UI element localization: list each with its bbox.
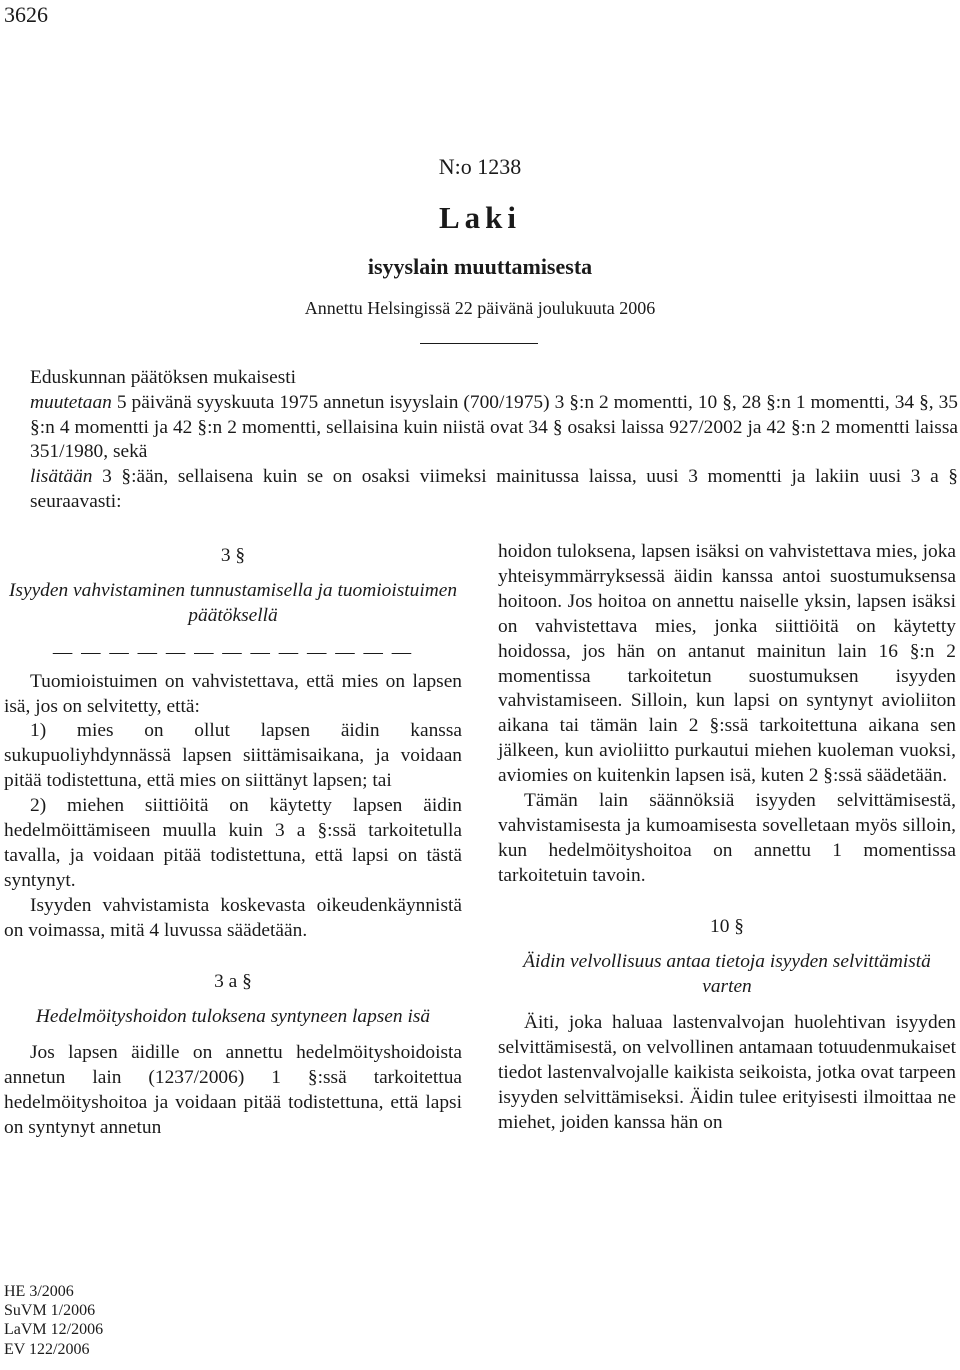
preamble — [30, 366, 958, 515]
reference-line: EV 122/2006 — [4, 1340, 90, 1358]
page-number: 3626 — [4, 2, 48, 27]
add-keyword: lisätään — [30, 466, 93, 488]
statute-number: N:o 1238 — [438, 154, 522, 179]
section-3a-number: 3 a § — [214, 970, 252, 992]
section-3a-continuation: hoidon tuloksena, lapsen isäksi on vahvistettava mies, joka yhteisymmärryksessä äidin kanssa antoi suostumuksensa hoitoon. Jos hoitoa on annettu naiselle yksin, lapsen isäksi on vahvistettava mies, jonka siittiöitä on käytetty hoidossa, jos hän on antanut mainitun lain 16 §:n 2 momentissa tarkoitetun suostumuksen isyyden vahvistamiseen. Silloin, kun lapsi on syntynyt avioliiton aikana tai tämän lain 2 §:ssä tarkoitettuna aikana sen jälkeen, kun avioliitto purkautui miehen kuoleman vuoksi, aviomies on kuitenkin lapsen isä, kuten 2 §:ssä säädetään. — [498, 541, 956, 787]
header-divider — [420, 343, 538, 344]
reference-line: SuVM 1/2006 — [4, 1302, 96, 1320]
section-3-number: 3 § — [220, 545, 246, 566]
section-10-paragraph: Äiti, joka haluaa lastenvalvojan huolehtivan isyyden selvittämisestä, on velvollinen antamaan totuudenmukaiset tiedot lastenvalvojalle kaikista seikoista, jotka ovat tarpeen isyyden selvittämiseksi. Äidin tulee erityisesti ilmoittaa ne miehet, joiden kanssa hän on — [498, 1012, 956, 1134]
section-3-item-2: 2) miehen siittiöitä on käytetty lapsen äidin hedelmöittämiseen muulla kuin 3 a §:ssä tarkoitetulla tavalla, ja voidaan pitää todistettuna, että lapsi on tästä syntynyt. — [4, 795, 462, 891]
section-3a-paragraph-2: Tämän lain säännöksiä isyyden selvittämisestä, vahvistamisesta ja kumoamisesta sovelletaan myös silloin, kun hedelmöityshoitoa on annettu 1 momentissa tarkoitetuin tavoin. — [498, 790, 956, 886]
left-column — [4, 540, 462, 1141]
section-3-paragraph-3: Isyyden vahvistamista koskevasta oikeudenkäynnistä on voimassa, mitä 4 luvussa säädetään. — [4, 894, 462, 941]
section-3-paragraph-1: Tuomioistuimen on vahvistettava, että mies on lapsen isä, jos on selvitetty, että: — [4, 670, 462, 717]
preamble-line: Eduskunnan päätöksen mukaisesti — [30, 367, 297, 388]
section-3-title: Isyyden vahvistaminen tunnustamisella ja tuomioistuimen päätöksellä — [8, 579, 458, 626]
legislative-references — [4, 1282, 103, 1359]
document-type-title: Laki — [438, 200, 522, 235]
given-date-line: Annettu Helsingissä 22 päivänä joulukuuta 2006 — [304, 298, 656, 318]
section-3a-title: Hedelmöityshoidon tuloksena syntyneen lapsen isä — [35, 1005, 431, 1027]
section-10-title: Äidin velvollisuus antaa tietoja isyyden selvittämistä varten — [523, 950, 931, 997]
reference-line: LaVM 12/2006 — [4, 1321, 104, 1339]
section-3-item-1: 1) mies on ollut lapsen äidin kanssa sukupuoliyhdynnässä lapsen siittämisaikana, ja voidaan pitää todistettuna, että mies on siittänyt lapsen; tai — [4, 720, 462, 792]
omission-dashes: — — — — — — — — — — — — — — [52, 641, 414, 663]
addition-clause — [30, 465, 958, 515]
section-10-number: 10 § — [710, 915, 744, 937]
amend-text: 5 päivänä syyskuuta 1975 annetun isyyslain (700/1975) 3 §:n 2 momentti, 10 §, 28 §:n 1 momentti, 34 §, 35 §:n 4 momentti ja 42 §:n 2 momentti, sellaisina kuin niistä ovat 34 § osaksi laissa 927/2002 ja 42 §:n 2 momentti laissa 351/1980, sekä — [30, 391, 958, 463]
law-subtitle: isyyslain muuttamisesta — [367, 254, 593, 279]
section-3a-paragraph: Jos lapsen äidille on annettu hedelmöityshoidoista annetun lain (1237/2006) 1 §:ssä tarkoitettua hedelmöityshoitoa ja voidaan pitää todistettuna, että lapsi on syntynyt annetun — [4, 1042, 462, 1139]
right-column — [498, 540, 956, 1136]
add-text: 3 §:ään, sellaisena kuin se on osaksi viimeksi mainitussa laissa, uusi 3 momentti ja lakiin uusi 3 a § seuraavasti: — [30, 466, 958, 512]
amendment-clause — [30, 391, 958, 465]
amend-keyword: muutetaan — [30, 391, 112, 413]
reference-line: HE 3/2006 — [4, 1283, 74, 1300]
